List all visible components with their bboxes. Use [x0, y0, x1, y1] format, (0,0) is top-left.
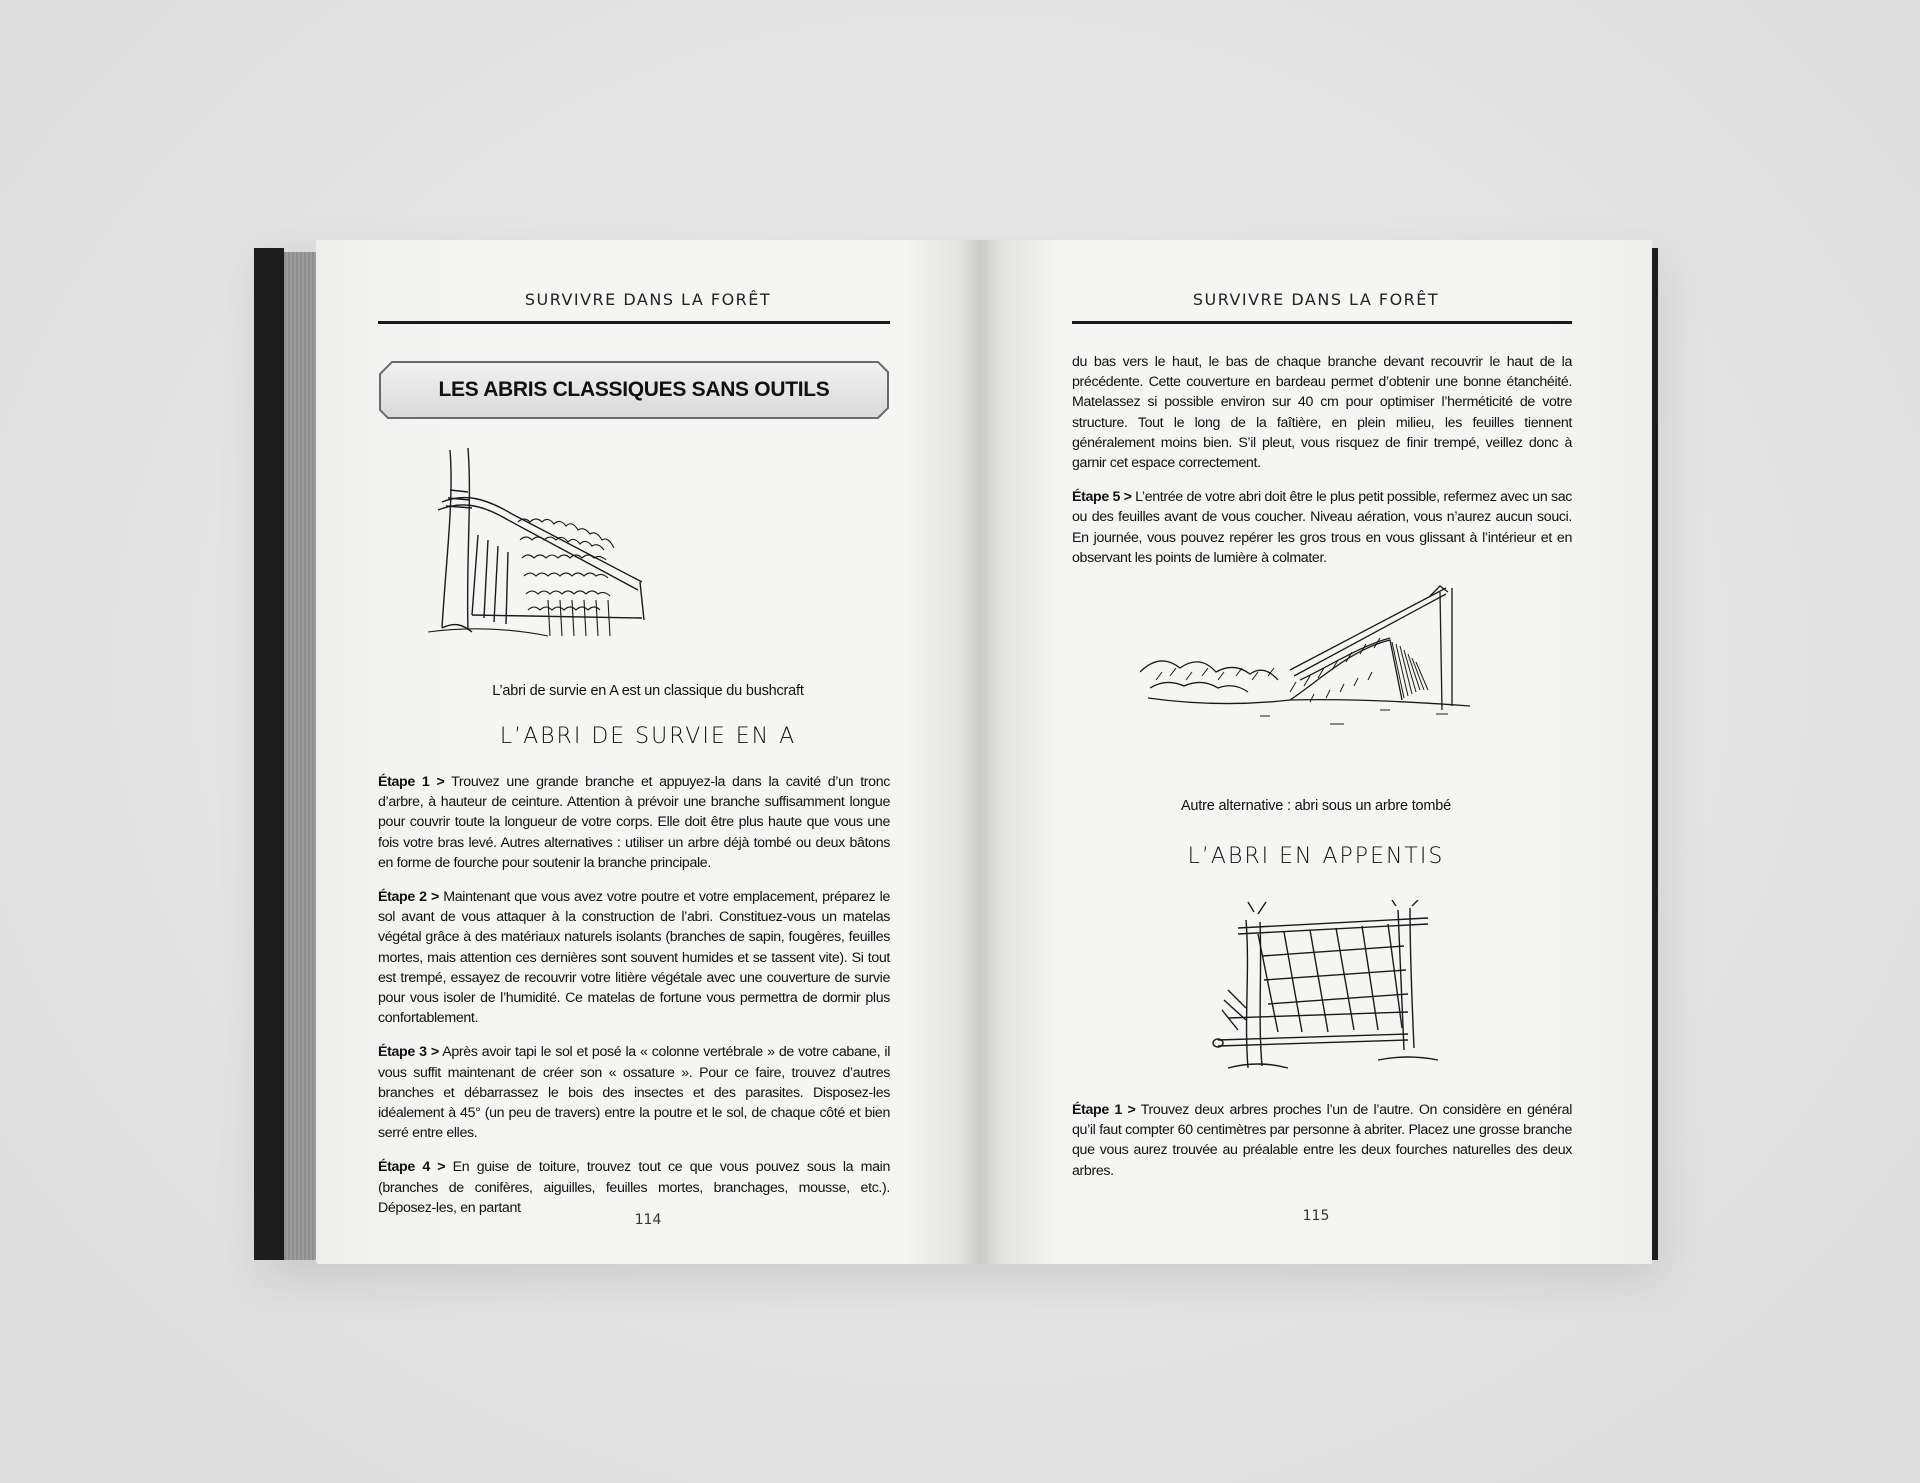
lean-to-shelter-illustration: [1198, 900, 1448, 1070]
paragraph-step-2: Étape 2 > Maintenant que vous avez votre poutre et votre emplacement, préparez le sol avant de vous attaquer à la construction de l’abri. Constituez-vous un matelas végétal grâce à des matériaux naturels isolants (branches de sapin, fougères, feuilles mortes, mais attention ces dernières sont souvent humides et se tassent vite). Si tout est trempé, essayez de recouvrir votre litière végétale avec une couverture de survie pour vous isoler de l’humidité. Ce matelas de fortune vous permettra de dormir plus confortablement.: [378, 889, 890, 1027]
body-text: [378, 772, 890, 1232]
header-rule: [378, 321, 890, 324]
body-text-bottom: [1072, 1100, 1572, 1195]
paragraph-lean-to-step-1: Étape 1 > Trouvez deux arbres proches l’un de l’autre. On considère en général qu’il faut compter 60 centimètres par personne à abriter. Placez une grosse branche que vous aurez trouvée au préalable entre les deux fourches naturelles des deux arbres.: [1072, 1102, 1573, 1179]
figure-caption: L’abri de survie en A est un classique du bushcraft: [492, 683, 804, 699]
paragraph-continuation: du bas vers le haut, le bas de chaque branche devant recouvrir le haut de la précédente. Cette couverture en bardeau permet d’obtenir une bonne étanchéité. Matelassez si possible environ sur 40 cm pour optimiser l’herméticité de votre structure. Tout le long de la faîtière, en plein milieu, les feuilles tiennent généralement moins bien. S’il pleut, vous risquez de finir trempé, veillez donc à garnir cet espace correctement.: [1072, 354, 1572, 472]
book-cover-left: [254, 248, 284, 1260]
header-rule: [1072, 321, 1572, 324]
left-page: [316, 240, 980, 1264]
page-edges: [284, 252, 318, 1260]
a-frame-shelter-illustration: [428, 440, 658, 640]
running-head: SURVIVRE DANS LA FORÊT: [1192, 290, 1440, 309]
fallen-tree-shelter-illustration: [1140, 580, 1490, 740]
body-text-top: [1072, 352, 1572, 582]
page-number: 115: [1302, 1208, 1330, 1224]
paragraph-step-1: Étape 1 > Trouvez une grande branche et appuyez-la dans la cavité d’un tronc d’arbre, à hauteur de ceinture. Attention à prévoir une branche suffisamment longue pour couvrir toute la longueur de votre corps. Elle doit être plus haute que vous une fois votre bras levé. Autres alternatives : utiliser un arbre déjà tombé ou deux bâtons en forme de fourche pour soutenir la branche principale.: [378, 774, 890, 871]
subheading: L’ABRI EN APPENTIS: [1187, 844, 1445, 869]
subheading: L’ABRI DE SURVIE EN A: [499, 724, 797, 749]
paragraph-step-4: Étape 4 > En guise de toiture, trouvez tout ce que vous pouvez sous la main (branches de conifères, aiguilles, feuilles mortes, branchages, mousse, etc.). Déposez-les, en partant: [378, 1159, 890, 1216]
paragraph-step-5: Étape 5 > L’entrée de votre abri doit être le plus petit possible, refermez avec un sac ou des feuilles avant de vous coucher. Niveau aération, vous n’aurez aucun souci. En journée, vous pouvez repérer les gros trous en vous glissant à l’intérieur et en observant les points de lumière à colmater.: [1072, 489, 1572, 566]
figure-caption: Autre alternative : abri sous un arbre tombé: [1180, 798, 1452, 814]
section-title: LES ABRIS CLASSIQUES SANS OUTILS: [438, 378, 830, 401]
page-number: 114: [634, 1212, 662, 1228]
paragraph-step-3: Étape 3 > Après avoir tapi le sol et posé la « colonne vertébrale » de votre cabane, il vous suffit maintenant de créer son « ossature ». Pour ce faire, trouvez d’autres branches et débarrassez le bois des insectes et des parasites. Disposez-les idéalement à 45° (un peu de travers) entre la poutre et le sol, de chaque côté et bien serré entre elles.: [378, 1044, 891, 1142]
section-title-box: [378, 360, 890, 420]
right-page: [980, 240, 1652, 1264]
running-head: SURVIVRE DANS LA FORÊT: [524, 290, 772, 309]
